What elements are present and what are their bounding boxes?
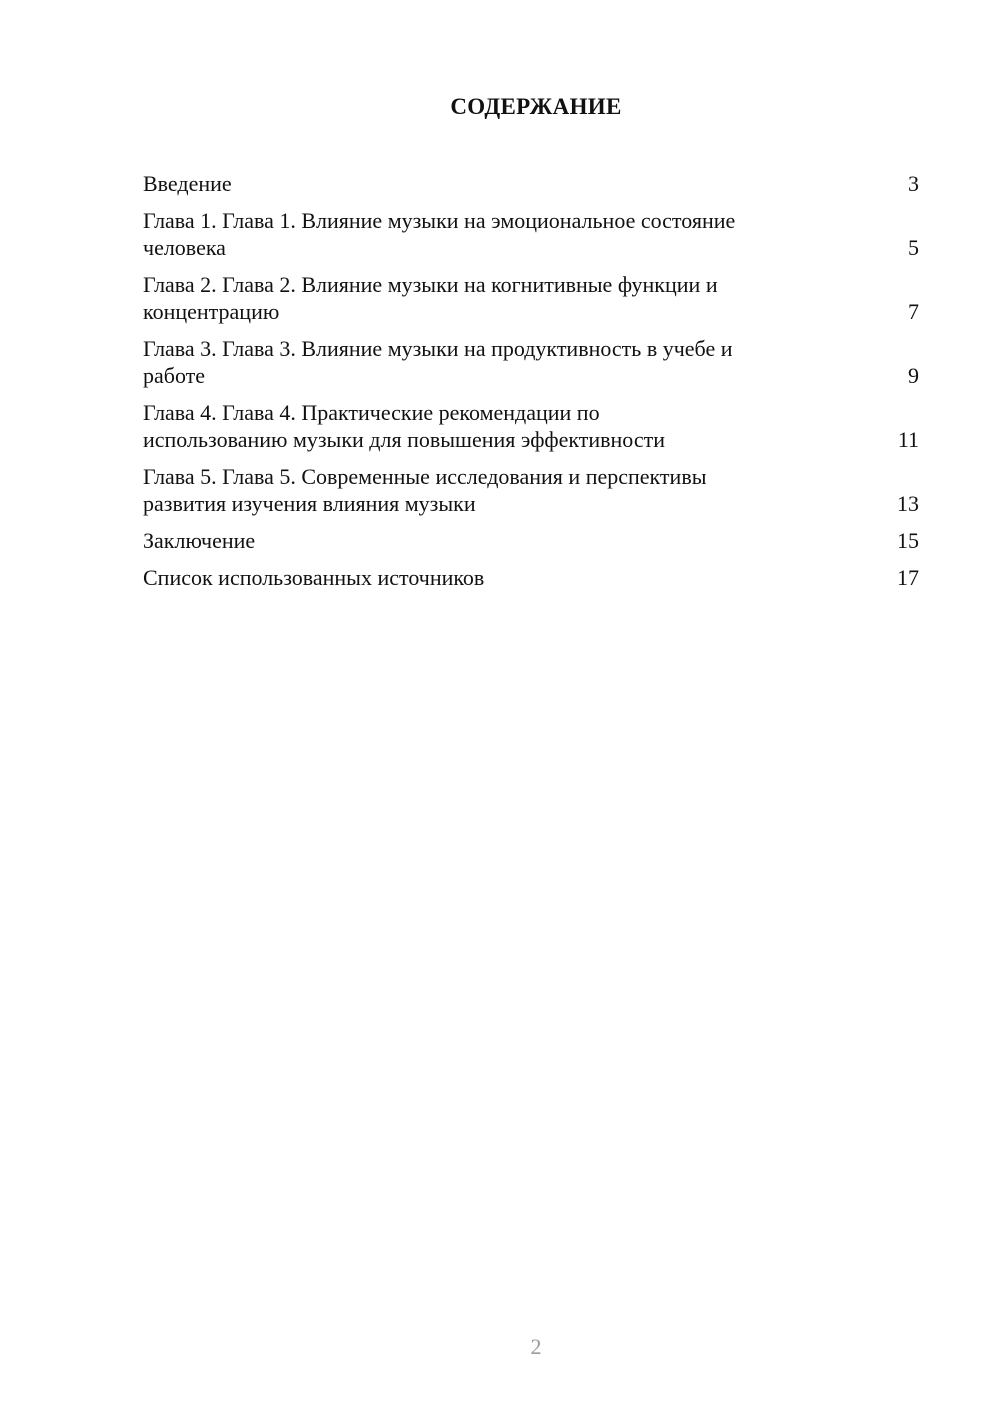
page-number: 2 — [530, 1334, 542, 1359]
toc-entry-references[interactable] — [143, 564, 919, 591]
toc-entry-text: Заключение — [143, 528, 256, 553]
toc-entry-chapter-4[interactable] — [143, 399, 919, 453]
toc-entry-text: Глава 4. Глава 4. Практические рекомендации по использованию музыки для повышения эффективности — [143, 400, 666, 452]
toc-entry-chapter-5[interactable] — [143, 463, 919, 517]
toc-entry-page-number: 15 — [897, 528, 919, 553]
toc-entry-conclusion[interactable] — [143, 527, 919, 554]
toc-entry-text: Список использованных источников — [143, 565, 485, 590]
toc-entry-introduction[interactable] — [143, 170, 919, 197]
toc-entry-page-number: 17 — [897, 565, 919, 590]
toc-entry-page-number: 3 — [908, 171, 919, 196]
toc-entry-chapter-2[interactable] — [143, 271, 919, 325]
toc-entry-page-number: 13 — [897, 491, 919, 516]
toc-entry-text: Глава 2. Глава 2. Влияние музыки на когнитивные функции и концентрацию — [143, 272, 718, 324]
toc-entry-page-number: 5 — [908, 235, 919, 260]
table-of-contents — [143, 170, 919, 601]
toc-entry-page-number: 11 — [897, 427, 919, 452]
toc-entry-text: Введение — [143, 171, 232, 196]
page-title: СОДЕРЖАНИЕ — [450, 94, 622, 119]
toc-entry-page-number: 7 — [908, 299, 919, 324]
toc-entry-chapter-3[interactable] — [143, 335, 919, 389]
toc-entry-text: Глава 1. Глава 1. Влияние музыки на эмоциональное состояние человека — [143, 208, 736, 260]
toc-entry-text: Глава 3. Глава 3. Влияние музыки на продуктивность в учебе и работе — [143, 336, 733, 388]
toc-entry-text: Глава 5. Глава 5. Современные исследования и перспективы развития изучения влияния музыки — [143, 464, 707, 516]
toc-entry-chapter-1[interactable] — [143, 207, 919, 261]
toc-entry-page-number: 9 — [908, 363, 919, 388]
